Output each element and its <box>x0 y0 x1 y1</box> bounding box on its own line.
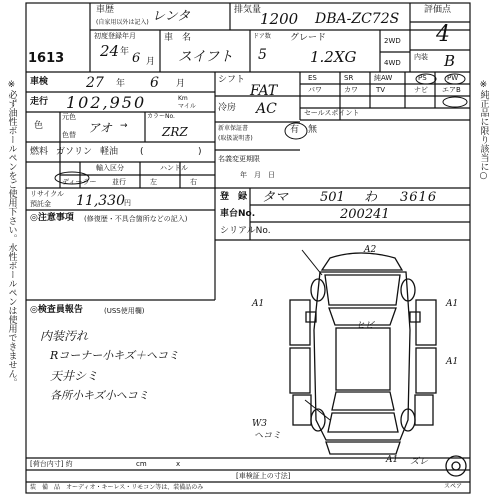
color-code-value: ZRZ <box>162 125 188 139</box>
displacement-label: 排気量 <box>234 5 262 15</box>
fuel-option-gasoline: ガソリン <box>56 147 93 157</box>
grade-name: 1.2XG <box>310 48 357 66</box>
history-value: レンタ <box>152 9 191 24</box>
registration-number: 3616 <box>400 190 438 205</box>
registration-class: 501 <box>320 190 345 205</box>
inspection-month-unit: 月 <box>176 79 186 89</box>
warranty-sub: (取扱説明書) <box>218 135 253 142</box>
color-value: アオ <box>88 121 112 135</box>
equip-airbag: エアB <box>442 86 461 94</box>
inspection-month: 6 <box>150 75 159 91</box>
model-value: DBA-ZC72S <box>315 11 400 27</box>
color-changed-label: 色替 <box>62 131 76 139</box>
owner-change-date: 年 月 日 <box>240 171 275 179</box>
inspector-note-4: 各所小キズ小ヘコミ <box>50 389 149 402</box>
handle-left: 左 <box>150 178 157 186</box>
mark-rear-left: W3 <box>252 419 267 429</box>
warranty-yes: 有 <box>290 125 300 135</box>
carry-x: x <box>176 460 181 468</box>
drive-4wd: 4WD <box>384 59 401 67</box>
grade-box-label: 評価点 <box>424 5 452 15</box>
first-reg-month-unit: 月 <box>146 57 156 67</box>
equip-ps: PS <box>418 74 427 82</box>
equip-pawa: パワ <box>308 86 322 94</box>
recycle-value: 11,330 <box>76 193 125 209</box>
ac-label: 冷房 <box>218 103 237 113</box>
side-note-right: ※純正品に限り該当に○ <box>478 80 489 181</box>
footer-bottom-row: 装 備 品 オーディオ・キーレス・リモコン等は、装備品のみ <box>30 484 204 491</box>
grade-label: グレード <box>290 33 327 43</box>
lot-number: 1613 <box>28 51 65 66</box>
mark-right-rear: A1 <box>446 357 459 367</box>
mileage-unit-mile: マイル <box>178 103 196 110</box>
car-diagram <box>290 253 466 476</box>
inspector-note-3: 天井シミ <box>50 369 99 383</box>
equip-navi: ナビ <box>414 86 428 94</box>
history-label: 車歴 <box>96 5 115 15</box>
dealer-label: ディーラー <box>62 178 97 186</box>
mark-rear-mid: A1 <box>386 455 399 465</box>
fuel-label: 燃料 <box>30 147 49 157</box>
equip-tv: TV <box>376 86 386 94</box>
registration-region: タマ <box>262 190 289 205</box>
color-code-label: カラーNo. <box>147 113 175 120</box>
fuel-option-open: ( <box>140 147 144 157</box>
registration-kana: わ <box>364 190 378 205</box>
parallel-label: 並行 <box>112 178 126 186</box>
registration-label: 登 録 <box>220 192 248 202</box>
handle-label: ハンドル <box>160 164 188 172</box>
footer-warn: [車検証上の寸法] <box>236 472 291 480</box>
mileage-label: 走行 <box>30 97 49 107</box>
name-value: スイフト <box>178 49 234 65</box>
interior-label: 内装 <box>414 53 428 61</box>
inspector-sub: (USS使用欄) <box>104 307 145 315</box>
warranty-no: 無 <box>308 125 318 135</box>
doors-value: 5 <box>258 47 267 63</box>
carry-label: [荷台内寸] 約 <box>30 460 73 468</box>
chassis-label: 車台No. <box>220 209 256 219</box>
color-label: 色 <box>34 121 44 131</box>
side-note-left: ※必ず油性ボールペンをご使用下さい。水性ボールペンは使用できません。 <box>6 80 17 387</box>
recycle-label: リサイクル <box>30 190 65 198</box>
mark-right-front: A1 <box>446 299 459 309</box>
drive-2wd: 2WD <box>384 37 401 45</box>
recycle-unit: 円 <box>124 199 131 207</box>
handle-right: 右 <box>190 178 197 186</box>
equip-pw: PW <box>447 74 459 82</box>
mark-center: ヒビ <box>356 321 375 331</box>
color-arrow: → <box>120 121 128 131</box>
first-reg-label: 初度登録年月 <box>94 32 136 40</box>
import-label: 輸入区分 <box>96 164 124 172</box>
recycle-sub: 預託金 <box>30 200 51 208</box>
sales-point-label: セールスポイント <box>304 109 360 117</box>
displacement-value: 1200 <box>260 10 299 28</box>
inspection-year-unit: 年 <box>116 79 126 89</box>
mark-rear-right: ズレ <box>410 457 429 467</box>
inspection-label: 車検 <box>30 77 49 87</box>
notes-label: ◎注意事項 <box>30 213 74 223</box>
doors-label: ドア数 <box>253 33 271 40</box>
inspector-label: ◎検査員報告 <box>30 305 83 315</box>
mark-left-front: A1 <box>252 299 265 309</box>
shift-value: FAT <box>250 83 278 99</box>
inspector-note-2: Rコーナー小キズ＋ヘコミ <box>50 349 180 362</box>
serial-label: シリアルNo. <box>220 226 271 236</box>
fuel-option-close: ) <box>198 147 202 157</box>
equip-kawa: カワ <box>344 86 358 94</box>
grade-value: 4 <box>436 22 450 47</box>
first-reg-year-unit: 年 <box>120 47 130 57</box>
inspector-note-1: 内装汚れ <box>40 329 89 343</box>
mileage-value: 102,950 <box>66 93 147 112</box>
owner-change-label: 名義変更期限 <box>218 155 260 163</box>
name-label: 車 名 <box>164 33 192 43</box>
equip-es: ES <box>308 74 317 82</box>
first-reg-year: 24 <box>100 42 120 60</box>
inspection-year: 27 <box>86 75 104 91</box>
notes-sub: (修復歴・不具合箇所などの記入) <box>84 215 188 223</box>
mark-rear-left2: ヘコミ <box>254 431 282 441</box>
equip-aw: 純AW <box>374 74 393 82</box>
warranty-label: 新車保証書 <box>218 125 249 132</box>
ac-value: AC <box>256 101 277 117</box>
carry-unit: cm <box>136 460 147 468</box>
equip-sr: SR <box>344 74 354 82</box>
fuel-option-diesel: 軽油 <box>100 147 119 157</box>
mark-front-top: A2 <box>364 245 377 255</box>
color-orig-label: 元色 <box>62 113 76 121</box>
history-sub: (自家用以外は記入) <box>96 19 149 26</box>
mileage-unit-km: Km <box>178 95 188 102</box>
shift-label: シフト <box>218 75 246 85</box>
spare-label: スペア <box>444 483 463 490</box>
interior-value: B <box>444 52 456 70</box>
chassis-value: 200241 <box>340 207 390 222</box>
first-reg-month: 6 <box>132 51 141 66</box>
